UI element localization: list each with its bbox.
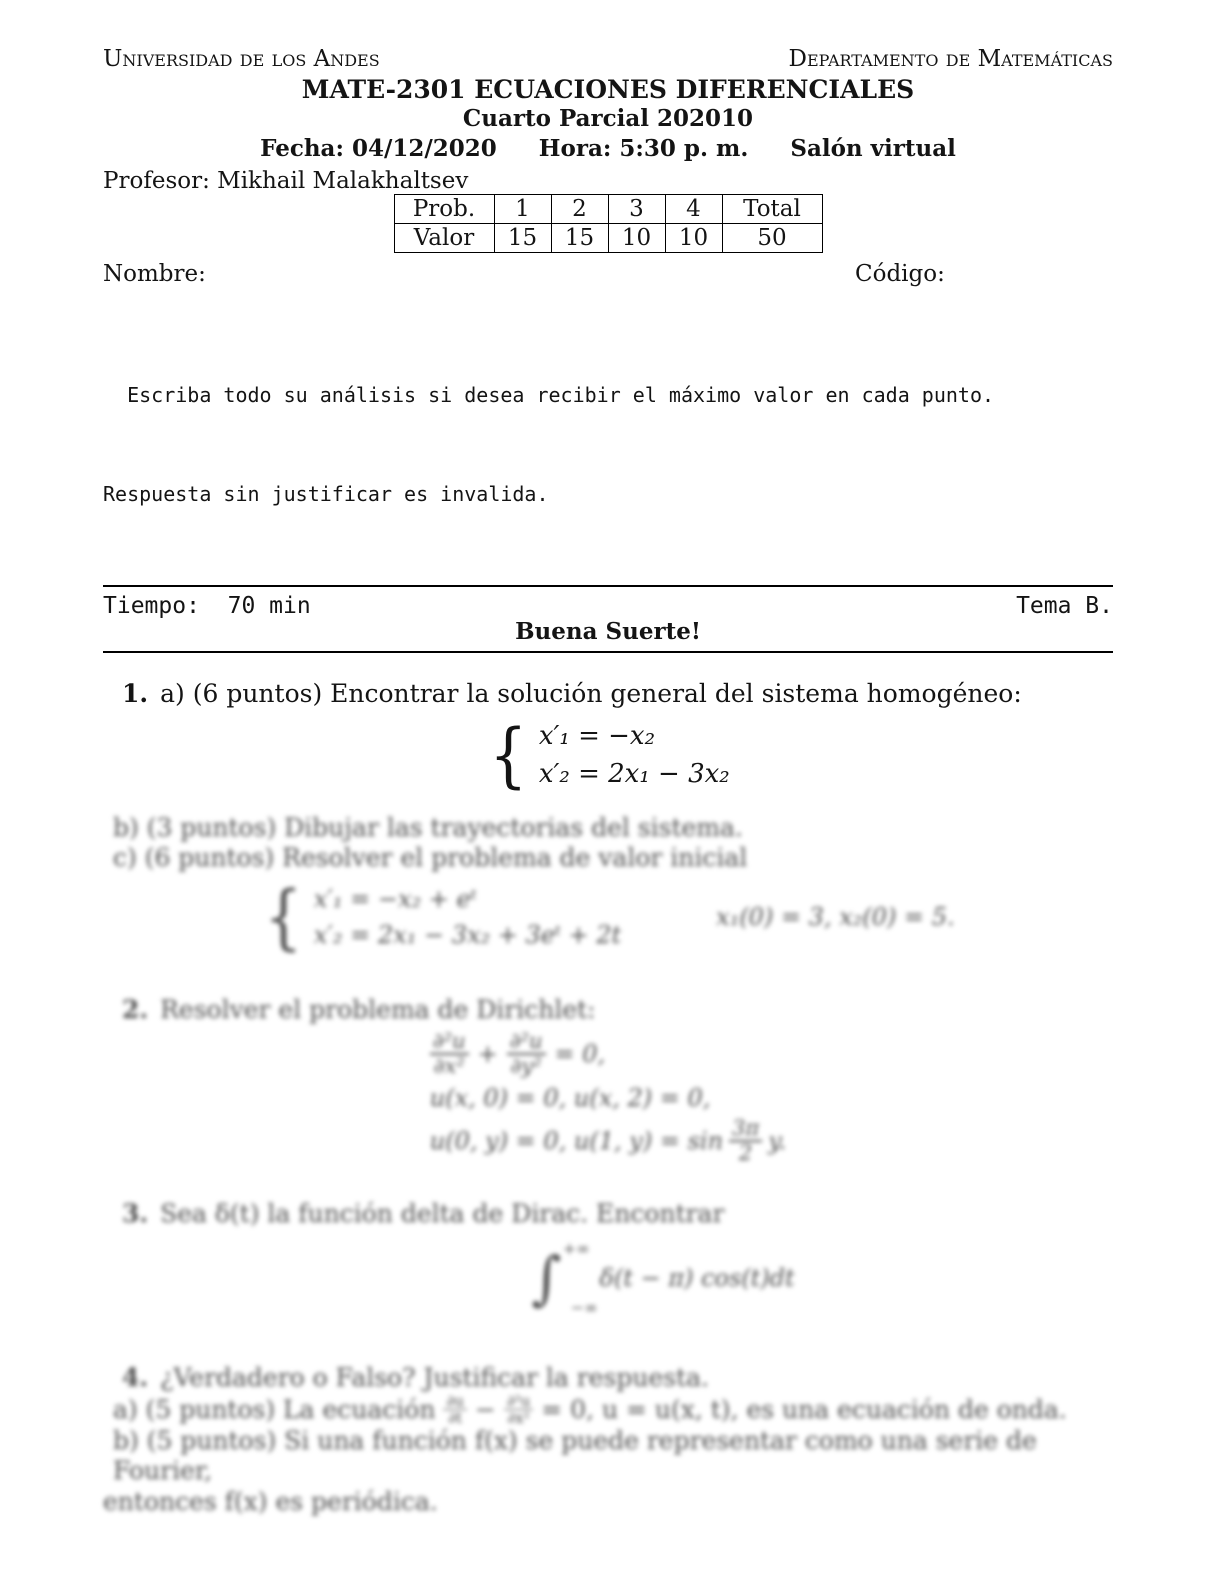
fraction: $\frac{\text{∂²u}}{\text{∂x²}}$ <box>504 1393 533 1426</box>
integral-symbol <box>531 1239 598 1317</box>
department-name: Departamento de Matemáticas <box>788 46 1113 72</box>
equation: x′₂ = 2x₁ − 3x₂ <box>538 759 730 789</box>
divider <box>103 651 1113 653</box>
problem-1-part-a <box>103 679 1113 709</box>
equation: x′₁ = −x₂ + eᵗ <box>313 885 477 913</box>
score-cell: 1 <box>494 195 551 224</box>
problem-1-part-c: c) (6 puntos) Resolver el problema de valor inicial <box>113 843 748 872</box>
blurred-region <box>103 813 1113 1518</box>
initial-conditions: x₁(0) = 3, x₂(0) = 5. <box>716 903 955 931</box>
problem-text: ¿Verdadero o Falso? Justificar la respuesta. <box>160 1363 709 1392</box>
score-cell: Prob. <box>394 195 494 224</box>
fraction: $\frac{\text{∂²u}}{\text{∂y²}}$ <box>507 1030 546 1078</box>
codigo-label: Código: <box>855 261 945 287</box>
left-brace: { <box>489 714 528 796</box>
integral-upper-limit: +∞ <box>562 1239 590 1258</box>
good-luck-text: Buena Suerte! <box>515 618 701 645</box>
score-table <box>394 194 823 253</box>
institution-name: Universidad de los Andes <box>103 46 380 72</box>
fraction: $\frac{\text{∂²u}}{\text{∂x²}}$ <box>430 1030 469 1078</box>
professor-line: Profesor: Mikhail Malakhaltsev <box>103 168 469 194</box>
problem-text: Sea δ(t) la función delta de Dirac. Encontrar <box>160 1199 725 1228</box>
problem-3-integral <box>158 1239 1168 1317</box>
boundary-condition: u(0, y) = 0, u(1, y) = sin $\frac{3\pi}{2}$ y. <box>429 1116 787 1165</box>
equation: x′₁ = −x₂ <box>538 721 656 751</box>
problem-4-part-b-continuation: entonces f(x) es periódica. <box>103 1487 438 1516</box>
fraction: $\frac{3\pi}{2}$ <box>729 1117 762 1165</box>
exam-room: Salón virtual <box>790 135 956 162</box>
problem-2-display <box>103 1029 1113 1165</box>
problem-number: 2. <box>122 995 149 1024</box>
score-cell: 4 <box>665 195 722 224</box>
exam-subtitle: Cuarto Parcial 202010 <box>462 105 754 132</box>
minus-operator: − <box>474 1394 496 1424</box>
instructions-line: Escriba todo su análisis si desea recibir el máximo valor en cada punto. <box>103 383 995 407</box>
problem-text: Resolver el problema de Dirichlet: <box>160 995 596 1024</box>
exam-meta-row <box>103 136 1113 162</box>
tiempo-label: Tiempo: 70 min <box>103 593 311 619</box>
plus-operator: + <box>477 1040 498 1068</box>
problem-1-ivp <box>103 876 1113 958</box>
problem-2-statement <box>103 995 1113 1025</box>
exam-time: Hora: 5:30 p. m. <box>538 135 749 162</box>
problem-1-part-b: b) (3 puntos) Dibujar las trayectorias del sistema. <box>113 813 743 842</box>
instructions-line: Respuesta sin justificar es invalida. <box>103 482 549 506</box>
page-header <box>103 46 1113 72</box>
score-cell: 10 <box>608 224 665 253</box>
course-title: MATE-2301 ECUACIONES DIFERENCIALES <box>301 75 915 104</box>
problem-number: 4. <box>122 1363 149 1392</box>
score-cell: 10 <box>665 224 722 253</box>
problem-1-system <box>103 714 1113 796</box>
divider <box>103 585 1113 587</box>
fraction: $\frac{\partial u}{\partial t}$ <box>443 1393 466 1426</box>
nombre-label: Nombre: <box>103 261 206 287</box>
tema-label: Tema B. <box>1016 593 1113 619</box>
boundary-condition: u(x, 0) = 0, u(x, 2) = 0, <box>429 1084 711 1112</box>
pde-equation <box>430 1029 786 1079</box>
ivp-system <box>261 876 622 958</box>
name-code-row <box>103 261 1113 287</box>
equation-column <box>539 717 730 793</box>
problem-4-statement <box>103 1363 1113 1393</box>
left-brace: { <box>264 876 303 958</box>
integral-lower-limit: −∞ <box>570 1298 598 1317</box>
problem-number: 1. <box>122 679 149 708</box>
equation: x′₂ = 2x₁ − 3x₂ + 3eᵗ + 2t <box>313 921 622 949</box>
score-cell: Valor <box>394 224 494 253</box>
score-cell: 2 <box>551 195 608 224</box>
equation-column <box>314 881 621 953</box>
score-cell: 15 <box>551 224 608 253</box>
equation-rhs: = 0, <box>554 1040 606 1068</box>
score-cell: Total <box>722 195 822 224</box>
problem-number: 3. <box>122 1199 149 1228</box>
exam-date: Fecha: 04/12/2020 <box>260 135 497 162</box>
problem-text: a) (6 puntos) Encontrar la solución general del sistema homogéneo: <box>160 679 1022 708</box>
score-cell: 15 <box>494 224 551 253</box>
problem-3-statement <box>103 1199 1113 1229</box>
score-table-header-row <box>394 195 822 224</box>
integrand: δ(t − π) cos(t)dt <box>599 1264 795 1292</box>
problem-4-part-a: a) (5 puntos) La ecuación $\frac{\partial u}{\partial t}$ − $\frac{\text{∂²u}}{\text{∂x²}}$ = 0, u = u(x, t), es una ecuación de onda. <box>113 1392 1067 1427</box>
score-table-value-row <box>394 224 822 253</box>
problem-4-part-b: b) (5 puntos) Si una función f(x) se puede representar como una serie de Fourier, <box>113 1426 1037 1485</box>
instructions <box>103 313 1113 577</box>
integral-icon: ∫ <box>531 1244 562 1312</box>
tiempo-tema-row <box>103 593 1113 619</box>
score-cell: 50 <box>722 224 822 253</box>
score-cell: 3 <box>608 195 665 224</box>
